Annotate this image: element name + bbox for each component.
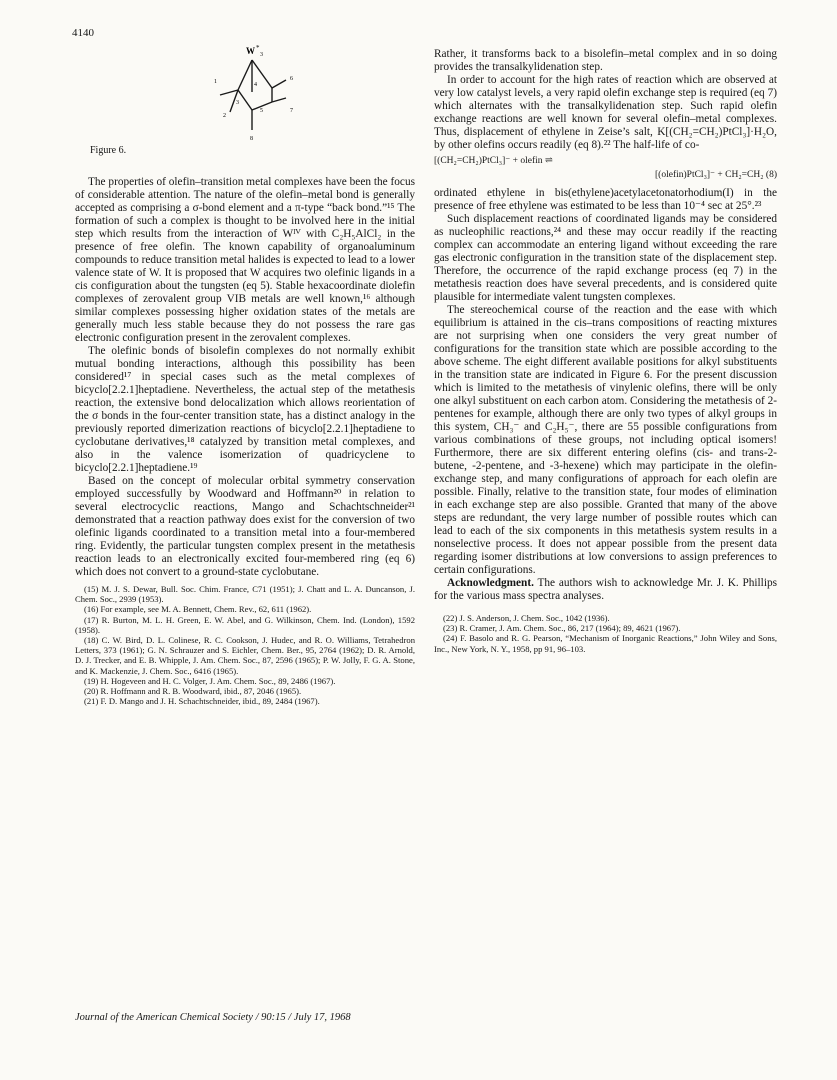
right-references — [434, 613, 777, 654]
reference: (16) For example, see M. A. Bennett, Chem. Rev., 62, 611 (1962). — [84, 604, 312, 615]
right-body-text — [434, 48, 777, 152]
svg-text:3: 3 — [236, 100, 239, 106]
figure-top-label: W — [246, 46, 255, 56]
equation-line-2: [(olefin)PtCl₃]⁻ + CH₂=CH₂ (8) — [655, 170, 777, 180]
svg-text:7: 7 — [290, 108, 293, 114]
acknowledgment — [434, 577, 777, 603]
svg-text:1: 1 — [214, 79, 217, 85]
paragraph: The olefinic bonds of bisolefin complexes do not normally exhibit mutual bonding interactions, although this possibility has been considered¹⁷ in special cases such as the metal complexes of bicyclo[2.2.1]heptadiene. Nevertheless, the actual step of the metathesis reaction, the extensive bond delocalization which allows reorientation of the σ bonds in the four-center transition state, has a distinct analogy in the previously reported dimerization reactions of bicyclo[2.2.1]heptadiene to cyclobutane derivatives,¹⁸ catalyzed by transition metal complexes, and also in the valence isomerization of quadricyclene to bicyclo[2.2.1]heptadiene.¹⁹ — [75, 345, 415, 474]
acknowledgment-text: The authors wish to acknowledge Mr. J. K. Phillips for the various mass spectra analyses. — [434, 577, 777, 602]
svg-text:*: * — [256, 44, 260, 52]
right-column — [434, 48, 777, 654]
equation-line-1: [(CH₂=CH₂)PtCl₃]⁻ + olefin ⇌ — [434, 156, 553, 166]
paragraph: In order to account for the high rates of reaction which are observed at very low catalyst levels, a very rapid olefin exchange step is required (eq 7) which alternates with the transalkylidenation step. Such rapid olefin exchange reactions are well known for several olefin–metal complexes. Thus, displacement of ethylene in Zeise’s salt, K[(CH₂=CH₂)PtCl₃]·H₂O, by other olefins occurs readily (eq 8).²² The half-life of co- — [434, 74, 777, 151]
reference: (15) M. J. S. Dewar, Bull. Soc. Chim. France, C71 (1951); J. Chatt and L. A. Duncanson, J. Chem. Soc., 2939 (1953). — [75, 584, 415, 605]
figure-6-diagram — [190, 40, 320, 150]
journal-footer: Journal of the American Chemical Society / 90:15 / July 17, 1968 — [75, 1012, 351, 1023]
reference: (20) R. Hoffmann and R. B. Woodward, ibid., 87, 2046 (1965). — [84, 686, 302, 697]
svg-text:2: 2 — [223, 113, 226, 119]
svg-text:8: 8 — [250, 136, 253, 142]
paragraph: Based on the concept of molecular orbital symmetry conservation employed successfully by Woodward and Hoffmann²⁰ in relation to several electrocyclic reactions, Mango and Schachtschneider²¹ demonstrated that a reaction pathway does exist for the conversion of two olefinic ligands coordinated to a transition metal into a four-membered ring. Evidently, the particular tungsten complex present in the metathesis reaction leads to an electronically excited four-membered ring (eq 6) which does not convert to a ground-state cyclobutane. — [75, 475, 415, 578]
left-column — [75, 176, 415, 706]
acknowledgment-heading: Acknowledgment. — [447, 577, 534, 589]
page-number: 4140 — [72, 27, 94, 39]
reference: (21) F. D. Mango and J. H. Schachtschneider, ibid., 89, 2484 (1967). — [84, 696, 320, 707]
svg-text:6: 6 — [290, 76, 293, 82]
svg-text:4: 4 — [254, 82, 257, 88]
transition-state-structure — [190, 40, 320, 150]
right-body-text-continued — [434, 187, 777, 603]
paragraph: The properties of olefin–transition metal complexes have been the focus of considerable attention. The nature of the olefin–metal bond is generally accepted as comprising a σ-bond element and a π-type “back bond.”¹⁵ The formation of such a complex is thought to be involved here in the initial step which results from the interaction of Wᴵⱽ with C₂H₅AlCl₂ in the presence of free olefin. The known capability of organoaluminum compounds to reduce transition metal halides is expected to lead to a lower valence state of W. It is proposed that W acquires two olefinic ligands in a cis configuration about the tungsten (eq 5). Stable hexacoordinate diolefin complexes of zerovalent group VIB metals are well known,¹⁶ although similar complexes possessing higher oxidation states of the metals are generally much less stable because they do not possess the rare gas electronic configuration present in the zerovalent complexes. — [75, 176, 415, 344]
reference: (17) R. Burton, M. L. H. Green, E. W. Abel, and G. Wilkinson, Chem. Ind. (London), 1592 (1958). — [75, 614, 415, 635]
reference: (19) H. Hogeveen and H. C. Volger, J. Am. Chem. Soc., 89, 2486 (1967). — [84, 675, 336, 686]
reference: (18) C. W. Bird, D. L. Colinese, R. C. Cookson, J. Hudec, and R. O. Williams, Tetrahedron Letters, 373 (1961); G. N. Schrauzer and S. Eichler, Chem. Ber., 95, 2764 (1962); D. R. Arnold, D. J. Trecker, and E. B. Whipple, J. Am. Chem. Soc., 87, 2596 (1965); P. W. Jolly, F. G. A. Stone, and K. Mackenzie, J. Chem. Soc., 6416 (1965). — [75, 635, 415, 676]
svg-text:3: 3 — [260, 52, 263, 58]
figure-caption: Figure 6. — [90, 145, 127, 156]
reference: (23) R. Cramer, J. Am. Chem. Soc., 86, 217 (1964); 89, 4621 (1967). — [443, 623, 681, 634]
equation-8 — [434, 155, 777, 183]
paragraph: The stereochemical course of the reaction and the ease with which equilibrium is attained in the cis–trans compositions of reacting mixtures are not surprising when one considers the very great number of configurations for the transition state which are possible according to the above scheme. The eight different available positions for alkyl substituents in the transition state are indicated in Figure 6. For the present discussion which is limited to the metathesis of vinylenic olefins, there will be only one alkyl substituent on each carbon atom. Considering the metathesis of 2-pentenes for example, although there are only two types of alkyl groups in this system, CH₃⁻ and C₂H₅⁻, there are 55 possible configurations from various combinations of these groups, not including optical isomers! Furthermore, there are six different entering olefins (cis- and trans-2-butene, -2-pentene, and -3-hexene) which may participate in the olefin-exchange step, and many configurations of approach for each olefin are possible. Finally, relative to the transition state, four modes of elimination in each exchange step are also possible. Granted that many of the above steps are redundant, the very large number of possible routes which can lead to each of the six components in this metathesis system results in a nonselective process. It does not appear possible from the present data regarding isomer distributions at low conversions to assign preferences to certain configurations. — [434, 304, 777, 576]
paragraph: ordinated ethylene in bis(ethylene)acetylacetonatorhodium(I) in the presence of free ethylene was estimated to be less than 10⁻⁴ sec at 25°.²³ — [434, 187, 777, 212]
left-body-text — [75, 176, 415, 579]
reference: (22) J. S. Anderson, J. Chem. Soc., 1042 (1936). — [443, 613, 610, 623]
paragraph: Rather, it transforms back to a bisolefin–metal complex and in so doing provides the transalkylidenation step. — [434, 48, 777, 73]
reference: (24) F. Basolo and R. G. Pearson, “Mechanism of Inorganic Reactions,” John Wiley and Sons, Inc., New York, N. Y., 1958, pp 91, 96–103. — [434, 633, 777, 654]
svg-text:5: 5 — [260, 108, 263, 114]
left-references — [75, 584, 415, 706]
paragraph: Such displacement reactions of coordinated ligands may be considered as nucleophilic reactions,²⁴ and these may occur readily if the reacting complex can accommodate an entering ligand without exceeding the rare gas electronic configuration in the transition state of the displacement step. Therefore, the occurrence of the rapid exchange process (eq 7) in the metathesis reaction does have several precedents, and is considered quite plausible for intermediate valent tungsten complexes. — [434, 213, 777, 303]
